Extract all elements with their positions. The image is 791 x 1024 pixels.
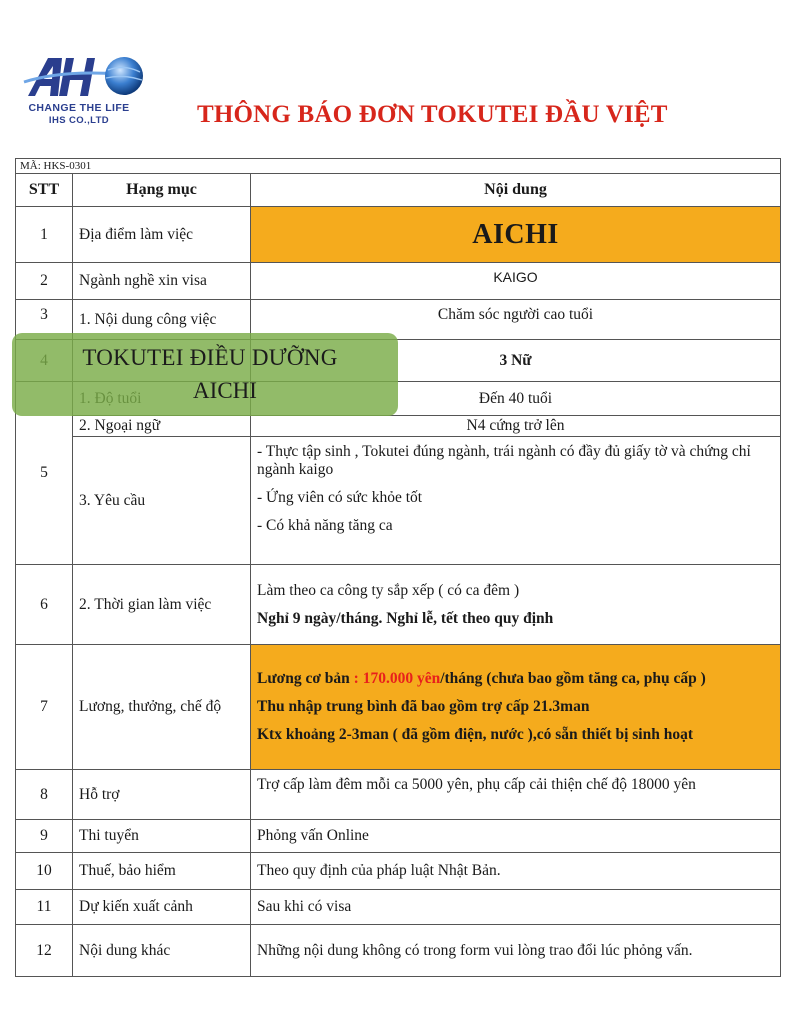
row-label: Dự kiến xuất cảnh (73, 890, 251, 925)
work-time-content (251, 565, 781, 645)
table-row (16, 263, 781, 300)
row-stt: 6 (16, 565, 73, 645)
job-info-table (15, 158, 781, 977)
age-value: Đến 40 tuổi (251, 382, 781, 416)
header-content: Nội dung (251, 174, 781, 207)
code-row (16, 159, 781, 174)
logo-graphic (22, 52, 148, 100)
language-value: N4 cứng trở lên (251, 416, 781, 437)
row-label: Ngành nghề xin visa (73, 263, 251, 300)
day-off-line: Nghỉ 9 ngày/tháng. Nghỉ lễ, tết theo quy định (257, 609, 554, 627)
row-label: Hỗ trợ (73, 770, 251, 820)
basic-salary-line (257, 670, 774, 688)
salary-prefix: Lương cơ bản (257, 670, 350, 687)
table-row (16, 890, 781, 925)
row-label: 2. Thời gian làm việc (73, 565, 251, 645)
salary-suffix: /tháng (chưa bao gồm tăng ca, phụ cấp ) (440, 670, 706, 687)
row-stt: 7 (16, 645, 73, 770)
row-stt: 10 (16, 853, 73, 890)
header-stt: STT (16, 174, 73, 207)
row-stt: 9 (16, 820, 73, 853)
table-row (16, 770, 781, 820)
company-logo (18, 52, 148, 134)
table-row (16, 853, 781, 890)
row-stt: 2 (16, 263, 73, 300)
salary-content (251, 645, 781, 770)
list-item: - Có khả năng tăng ca (257, 517, 393, 534)
table-row (16, 565, 781, 645)
row-label: Địa điểm làm việc (73, 207, 251, 263)
row-label: Thuế, bảo hiểm (73, 853, 251, 890)
row-label: Thi tuyển (73, 820, 251, 853)
row-label: Nội dung khác (73, 925, 251, 977)
table-row (16, 820, 781, 853)
table-row (16, 416, 781, 437)
row-content (251, 263, 781, 300)
row-stt: 8 (16, 770, 73, 820)
row-content: Trợ cấp làm đêm mỗi ca 5000 yên, phụ cấp cải thiện chế độ 18000 yên (251, 770, 781, 820)
work-location-value: AICHI (251, 207, 781, 263)
table-row (16, 437, 781, 565)
row-stt: 11 (16, 890, 73, 925)
row-content: Sau khi có visa (251, 890, 781, 925)
row-content: Chăm sóc người cao tuổi (251, 300, 781, 340)
table-row (16, 645, 781, 770)
row-stt: 3 (16, 300, 73, 340)
quantity-value: 3 Nữ (251, 340, 781, 382)
row-content: Phỏng vấn Online (251, 820, 781, 853)
salary-amount: : 170.000 yên (349, 670, 441, 687)
average-income-line: Thu nhập trung bình đã bao gồm trợ cấp 21.3man (257, 698, 590, 715)
order-code: MÃ: HKS-0301 (16, 159, 781, 174)
logo-tagline: CHANGE THE LIFE (28, 102, 130, 114)
list-item: - Thực tập sinh , Tokutei đúng ngành, trái ngành có đầy đủ giấy tờ và chứng chỉ ngành kaigo (257, 443, 751, 478)
overlay-line1: TOKUTEI ĐIỀU DƯỠNG (82, 345, 338, 370)
row-content: Những nội dung không có trong form vui lòng trao đổi lúc phỏng vấn. (251, 925, 781, 977)
visa-field-value: KAIGO (493, 269, 538, 285)
dormitory-line: Ktx khoảng 2-3man ( đã gồm điện, nước ),có sẵn thiết bị sinh hoạt (257, 726, 694, 743)
row-label: 2. Ngoại ngữ (73, 416, 251, 437)
row-stt: 12 (16, 925, 73, 977)
work-time-line: Làm theo ca công ty sắp xếp ( có ca đêm ) (257, 581, 520, 599)
watermark-overlay (12, 333, 398, 416)
list-item: - Ứng viên có sức khỏe tốt (257, 489, 423, 506)
header-category: Hạng mục (73, 174, 251, 207)
page-title: THÔNG BÁO ĐƠN TOKUTEI ĐẦU VIỆT (197, 101, 668, 128)
table-row (16, 207, 781, 263)
row-label: Lương, thưởng, chế độ (73, 645, 251, 770)
requirements-list (251, 437, 781, 565)
row-label: 1. Nội dung công việc (73, 300, 251, 340)
table-header-row (16, 174, 781, 207)
row-content: Theo quy định của pháp luật Nhật Bản. (251, 853, 781, 890)
row-stt: 5 (16, 382, 73, 565)
logo-company-name: IHS CO.,LTD (48, 115, 110, 126)
row-label: 3. Yêu cầu (73, 437, 251, 565)
row-stt: 1 (16, 207, 73, 263)
table-row (16, 925, 781, 977)
overlay-line2: AICHI (193, 378, 257, 403)
